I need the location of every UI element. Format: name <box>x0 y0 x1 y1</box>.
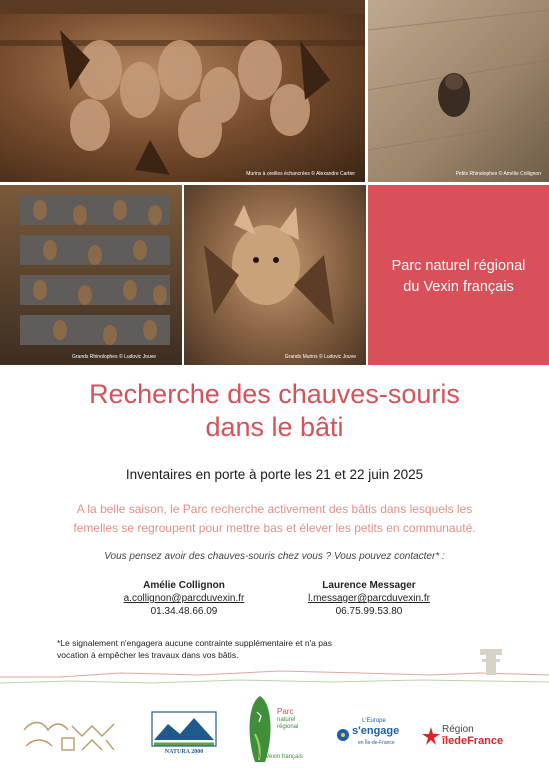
intro-line1: A la belle saison, le Parc recherche activement des bâtis dans lesquels les <box>76 502 473 516</box>
parc-vexin-logo <box>245 694 325 766</box>
page-title <box>0 378 549 444</box>
contact-email-link[interactable]: l.messager@parcduvexin.fr <box>308 593 430 604</box>
bats-on-tiles-illustration <box>0 185 182 365</box>
contact-name: Laurence Messager <box>322 580 416 591</box>
contact-name: Amélie Collignon <box>143 580 225 591</box>
photo-caption: Petits Rhinolophes © Amélie Collignon <box>455 171 541 177</box>
bat-group-logo-icon <box>22 716 122 756</box>
parc-text-line3: régional <box>277 724 299 730</box>
region-idf-logo <box>422 724 532 754</box>
natura-2000-icon <box>150 710 218 748</box>
region-text-line2: îledeFrance <box>442 735 504 747</box>
partner-logos <box>0 690 549 768</box>
photo-caption: Murins à oreilles échancrées © Alexandre Cartier <box>246 171 355 177</box>
bat-cluster-illustration <box>0 0 365 182</box>
region-star-icon <box>422 727 440 745</box>
parc-text-line2: naturel <box>277 717 296 723</box>
landscape-line-decoration <box>0 645 549 695</box>
intro-line2: femelles se regroupent pour mettre bas et élever les petits en communauté. <box>73 521 476 535</box>
inventory-dates: Inventaires en porte à porte les 21 et 22 juin 2025 <box>125 467 424 482</box>
contact-email-link[interactable]: a.collignon@parcduvexin.fr <box>123 593 245 604</box>
park-name-box <box>368 185 549 365</box>
contact-phone: 06.75.99.53.80 <box>335 606 403 617</box>
title-line2: dans le bâti <box>205 412 344 442</box>
park-name-line2: du Vexin français <box>403 279 514 295</box>
contact-card-collignon <box>94 579 274 618</box>
natura-2000-text: NATURA 2000 <box>164 749 204 755</box>
europe-text-line1: L'Europe <box>362 718 386 724</box>
contact-card-messager <box>279 579 459 618</box>
photo-petits-rhinolophes <box>368 0 549 182</box>
park-name-line1: Parc naturel régional <box>391 258 526 274</box>
natura-2000-logo <box>150 710 218 753</box>
title-line1: Recherche des chauves-souris <box>89 379 460 409</box>
europe-star-icon <box>336 728 350 742</box>
photo-murins-echancrees <box>0 0 365 182</box>
parc-text-line4: du Vexin français <box>257 754 303 760</box>
footnote-line2: vocation à empêcher les travaux dans vos bâtis. <box>57 650 239 660</box>
photo-grands-rhinolophes <box>0 185 182 365</box>
europe-text-line3: en Île-de-France <box>358 740 395 746</box>
europe-text-line2: s'engage <box>352 725 400 737</box>
photo-grands-murins <box>184 185 366 365</box>
bat-illustration <box>368 0 549 182</box>
contact-question: Vous pensez avoir des chauves-souris chez vous ? Vous pouvez contacter* : <box>104 551 445 562</box>
footnote-line1: *Le signalement n'engagera aucune contrainte supplémentaire et n'a pas <box>57 638 332 648</box>
parc-text-line1: Parc <box>277 707 294 716</box>
intro-text <box>0 500 549 538</box>
bat-closeup-illustration <box>184 185 366 365</box>
europe-engage-logo <box>336 718 398 754</box>
contact-phone: 01.34.48.66.09 <box>150 606 218 617</box>
region-text-line1: Région <box>442 724 474 735</box>
photo-caption: Grands Murins © Ludovic Jouve <box>284 354 356 360</box>
photo-caption: Grands Rhinolophes © Ludovic Jouve <box>72 354 157 360</box>
